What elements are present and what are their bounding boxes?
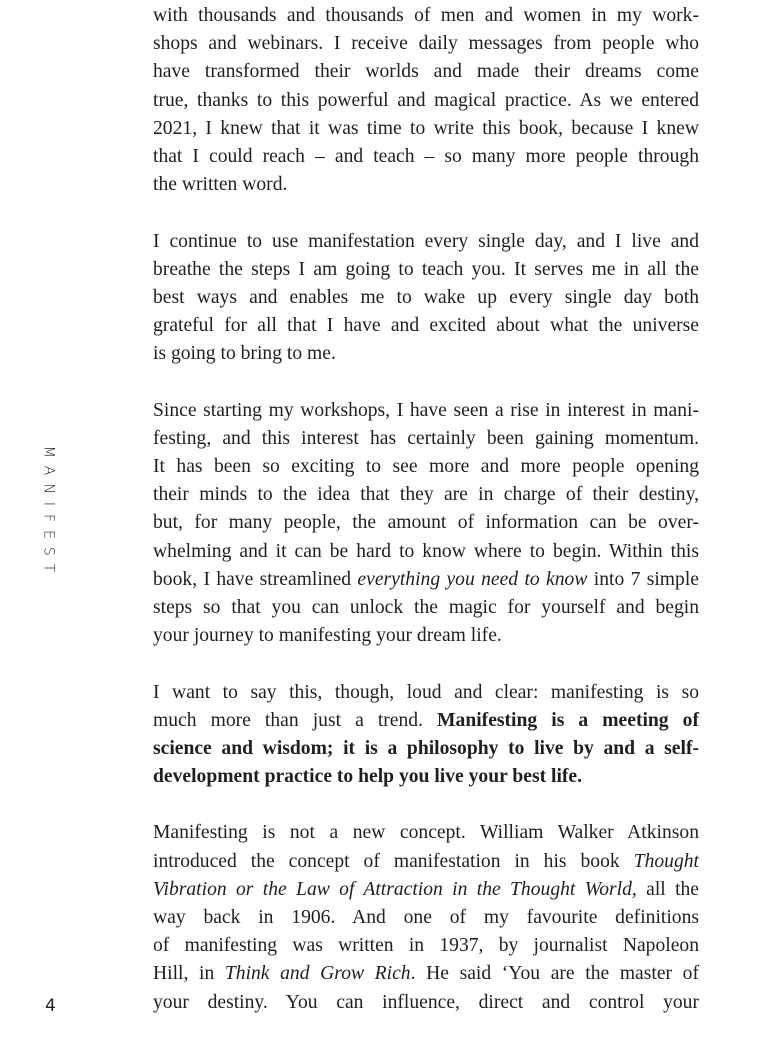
bold-text: Manifesting is a meeting of: [437, 709, 699, 731]
page-number: 4: [45, 996, 56, 1016]
text-line: [153, 735, 699, 763]
text-segment: the written word.: [153, 174, 288, 196]
text-segment: your destiny. You can influence, direct and control your: [153, 991, 699, 1013]
text-segment: Since starting my workshops, I have seen a rise in interest in mani-: [153, 399, 699, 421]
text-segment: best ways and enables me to wake up every single day both: [153, 286, 699, 308]
text-line: [153, 481, 699, 509]
text-segment: It has been so exciting to see more and more people opening: [153, 456, 699, 477]
paragraph: [153, 819, 699, 1016]
text-segment: have transformed their worlds and made their dreams come: [153, 61, 699, 83]
running-head-text: MANIFEST: [40, 445, 57, 581]
text-line: [153, 425, 699, 453]
text-segment: . He said ‘You are the master of: [410, 963, 699, 985]
text-segment: 2021, I knew that it was time to write this book, because I knew: [153, 117, 699, 139]
italic-text: Thought: [633, 850, 699, 872]
text-segment: breathe the steps I am going to teach you. It serves me in all the: [153, 258, 699, 280]
text-segment: Manifesting is not a new concept. William Walker Atkinson: [153, 822, 699, 844]
italic-text: Vibration or the Law of Attraction in the Thought World,: [153, 878, 637, 900]
text-segment: whelming and it can be hard to know where to begin. Within this: [153, 540, 699, 562]
text-line: [153, 115, 699, 143]
text-line: [153, 538, 699, 566]
text-line: [153, 228, 699, 256]
paragraph: [153, 397, 699, 651]
text-segment: is going to bring to me.: [153, 343, 336, 365]
text-line: [153, 989, 699, 1017]
text-line: [153, 397, 699, 425]
text-segment: I continue to use manifestation every single day, and I live and: [153, 230, 699, 252]
text-line: [153, 171, 699, 199]
text-line: [153, 30, 699, 58]
text-line: [153, 679, 699, 707]
italic-text: everything you need to know: [357, 568, 588, 590]
text-segment: with thousands and thousands of men and women in my work-: [153, 5, 699, 26]
text-segment: of manifesting was written in 1937, by journalist Napoleon: [153, 935, 699, 957]
text-segment: festing, and this interest has certainly been gaining momentum.: [153, 427, 699, 449]
text-line: [153, 876, 699, 904]
paragraph: [153, 228, 699, 369]
text-line: [153, 622, 699, 650]
paragraph: [153, 2, 699, 199]
text-line: [153, 509, 699, 537]
text-segment: grateful for all that I have and excited about what the universe: [153, 315, 699, 337]
text-segment: but, for many people, the amount of information can be over-: [153, 512, 699, 534]
text-line: [153, 340, 699, 368]
text-line: [153, 2, 699, 30]
text-line: [153, 58, 699, 86]
text-line: [153, 594, 699, 622]
text-segment: introduced the concept of manifestation in his book: [153, 850, 634, 872]
text-segment: your journey to manifesting your dream life.: [153, 625, 502, 647]
text-segment: way back in 1906. And one of my favourite definitions: [153, 907, 699, 928]
text-line: [153, 707, 699, 735]
text-line: [153, 932, 699, 960]
text-line: [153, 453, 699, 481]
text-segment: Hill, in: [153, 963, 225, 985]
text-segment: shops and webinars. I receive daily messages from people who: [153, 33, 699, 55]
italic-text: Think and Grow Rich: [224, 963, 411, 985]
text-line: [153, 87, 699, 115]
text-line: [153, 256, 699, 284]
text-line: [153, 763, 699, 791]
bold-text: development practice to help you live your best life.: [153, 766, 583, 788]
text-segment: much more than just a trend.: [153, 709, 438, 731]
paragraph: [153, 679, 699, 792]
text-segment: all the: [636, 878, 700, 900]
running-head: [28, 445, 68, 581]
text-line: [153, 904, 699, 932]
text-segment: that I could reach – and teach – so many more people through: [153, 145, 699, 167]
text-line: [153, 284, 699, 312]
text-segment: into 7 simple: [587, 568, 699, 590]
text-segment: I want to say this, though, loud and clear: manifesting is so: [153, 681, 699, 703]
text-line: [153, 960, 699, 988]
body-text: [153, 2, 699, 1045]
text-segment: true, thanks to this powerful and magical practice. As we entered: [153, 89, 699, 111]
text-segment: their minds to the idea that they are in charge of their destiny,: [153, 484, 699, 506]
text-line: [153, 819, 699, 847]
text-segment: book, I have streamlined: [153, 568, 358, 590]
text-segment: steps so that you can unlock the magic for yourself and begin: [153, 596, 699, 618]
text-line: [153, 848, 699, 876]
text-line: [153, 312, 699, 340]
text-line: [153, 143, 699, 171]
bold-text: science and wisdom; it is a philosophy to live by and a self-: [153, 737, 699, 759]
text-line: [153, 566, 699, 594]
